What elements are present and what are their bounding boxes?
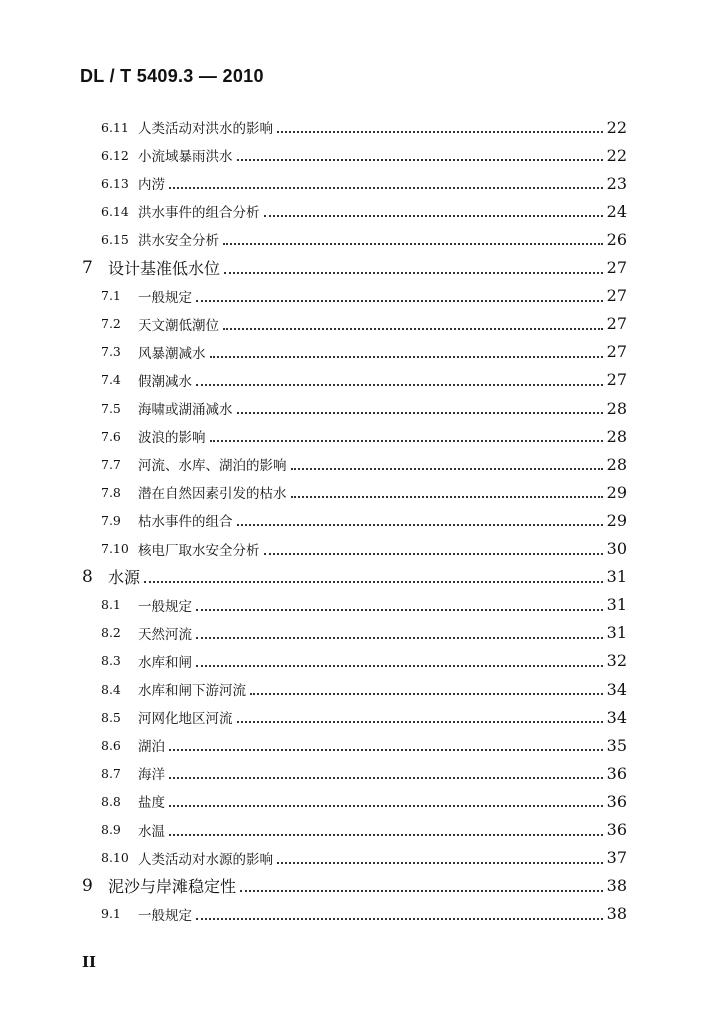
toc-entry-title: 泥沙与岸滩稳定性 (108, 877, 237, 897)
toc-section-row (0, 395, 701, 421)
toc-entry-number: 8.8 (101, 793, 121, 809)
toc-entry-number: 8.1 (101, 597, 121, 613)
toc-entry-page: 31 (606, 567, 627, 587)
toc-entry-title: 一般规定 (138, 907, 192, 924)
toc-entry-title: 水温 (138, 823, 165, 840)
toc-entry-page: 30 (606, 539, 627, 558)
toc-section-row (0, 788, 701, 814)
toc-entry-page: 27 (606, 258, 627, 277)
toc-entry-title: 人类活动对水源的影响 (138, 851, 273, 868)
toc-entry-number: 9.1 (101, 906, 121, 922)
toc-entry-title: 河流、水库、湖泊的影响 (138, 458, 287, 475)
toc-entry-number: 8 (82, 566, 93, 587)
toc-section-row (0, 845, 701, 871)
toc-entry-number: 8.7 (101, 765, 121, 781)
toc-entry-page: 24 (606, 201, 627, 221)
toc-entry-title: 洪水事件的组合分析 (138, 205, 260, 222)
toc-entry-page: 36 (606, 791, 627, 811)
toc-dot-leader (196, 663, 603, 667)
toc-entry-title: 核电厂取水安全分析 (138, 542, 260, 559)
toc-section-row (0, 142, 701, 168)
toc-dot-leader (169, 747, 603, 751)
toc-entry-number: 8.5 (101, 709, 121, 725)
toc-dot-leader (169, 803, 603, 807)
page-number-footer: II (82, 953, 97, 971)
toc-entry-title: 海啸或湖涌减水 (138, 402, 233, 418)
toc-section-row (0, 507, 701, 533)
toc-dot-leader (250, 691, 603, 695)
toc-dot-leader (196, 635, 603, 639)
toc-section-row (0, 479, 701, 505)
toc-entry-page: 32 (606, 651, 627, 671)
toc-section-row (0, 226, 701, 252)
toc-entry-number: 8.10 (101, 850, 129, 866)
toc-dot-leader (264, 213, 603, 217)
toc-dot-leader (291, 494, 603, 498)
toc-section-row (0, 732, 701, 758)
toc-dot-leader (196, 298, 603, 302)
toc-section-row (0, 620, 701, 646)
toc-entry-page: 37 (606, 848, 627, 868)
toc-entry-page: 27 (606, 342, 627, 362)
toc-entry-page: 38 (606, 904, 627, 924)
toc-entry-number: 7.1 (101, 288, 121, 304)
toc-entry-title: 河网化地区河流 (138, 711, 233, 728)
toc-dot-leader (210, 354, 603, 358)
toc-section-row (0, 367, 701, 393)
toc-entry-title: 水库和闸 (138, 654, 192, 671)
toc-entry-title: 内涝 (138, 177, 165, 194)
toc-section-row (0, 760, 701, 786)
toc-entry-number: 8.6 (101, 737, 121, 753)
toc-section-row (0, 283, 701, 309)
toc-entry-number: 8.4 (101, 681, 121, 697)
toc-entry-page: 36 (606, 763, 627, 783)
toc-entry-number: 7.8 (101, 484, 121, 500)
toc-entry-title: 盐度 (138, 795, 165, 812)
toc-entry-title: 洪水安全分析 (138, 233, 219, 250)
toc-section-row (0, 170, 701, 196)
toc-entry-page: 22 (606, 145, 627, 165)
toc-entry-page: 29 (606, 482, 627, 502)
toc-entry-page: 38 (606, 876, 627, 896)
toc-entry-page: 28 (606, 426, 627, 446)
toc-entry-number: 8.2 (101, 625, 121, 641)
toc-entry-title: 小流域暴雨洪水 (138, 149, 233, 166)
toc-entry-title: 水库和闸下游河流 (138, 683, 246, 699)
toc-section-row (0, 114, 701, 140)
toc-chapter-row (0, 873, 701, 899)
toc-dot-leader (196, 916, 603, 920)
toc-entry-title: 潜在自然因素引发的枯水 (138, 486, 287, 503)
toc-section-row (0, 817, 701, 843)
toc-section-row (0, 592, 701, 618)
toc-entry-number: 7.9 (101, 512, 121, 528)
toc-dot-leader (210, 438, 603, 442)
toc-entry-title: 波浪的影响 (138, 430, 206, 447)
toc-dot-leader (277, 129, 603, 133)
toc-dot-leader (169, 832, 603, 836)
toc-entry-number: 8.3 (101, 653, 121, 669)
toc-entry-title: 人类活动对洪水的影响 (138, 121, 273, 137)
toc-entry-title: 天然河流 (138, 626, 192, 643)
toc-section-row (0, 648, 701, 674)
toc-entry-number: 7.5 (101, 400, 121, 416)
toc-entry-title: 水源 (108, 568, 141, 588)
toc-entry-number: 6.13 (101, 175, 129, 191)
toc-dot-leader (224, 270, 603, 274)
toc-entry-title: 枯水事件的组合 (138, 514, 233, 531)
toc-entry-page: 31 (606, 595, 627, 615)
toc-entry-number: 7.4 (101, 372, 121, 388)
toc-entry-page: 28 (606, 398, 627, 418)
toc-section-row (0, 676, 701, 702)
toc-dot-leader (196, 382, 603, 386)
toc-entry-number: 7.2 (101, 316, 121, 332)
toc-entry-title: 设计基准低水位 (108, 259, 221, 278)
toc-entry-number: 8.9 (101, 822, 121, 837)
toc-entry-title: 一般规定 (138, 598, 192, 615)
toc-section-row (0, 339, 701, 365)
toc-dot-leader (237, 719, 603, 723)
toc-dot-leader (144, 579, 603, 583)
toc-dot-leader (237, 157, 603, 161)
toc-dot-leader (277, 860, 603, 864)
toc-section-row (0, 536, 701, 562)
toc-entry-number: 6.12 (101, 147, 129, 163)
toc-entry-number: 7 (82, 257, 93, 278)
toc-dot-leader (237, 410, 603, 414)
toc-entry-number: 7.6 (101, 428, 121, 444)
toc-section-row (0, 311, 701, 337)
toc-entry-page: 29 (606, 510, 627, 530)
toc-entry-title: 假潮减水 (138, 373, 192, 390)
toc-section-row (0, 198, 701, 224)
toc-entry-page: 36 (606, 820, 627, 839)
toc-dot-leader (169, 775, 603, 779)
toc-section-row (0, 423, 701, 449)
toc-section-row (0, 451, 701, 477)
toc-section-row (0, 901, 701, 927)
toc-section-row (0, 704, 701, 730)
toc-chapter-row (0, 255, 701, 281)
toc-entry-page: 22 (606, 117, 627, 137)
toc-entry-number: 6.11 (101, 119, 129, 135)
toc-entry-number: 7.3 (101, 344, 121, 360)
toc-dot-leader (169, 185, 603, 189)
toc-entry-title: 风暴潮减水 (138, 345, 206, 362)
toc-entry-number: 6.15 (101, 231, 129, 247)
toc-entry-title: 一般规定 (138, 289, 192, 306)
toc-entry-number: 7.10 (101, 541, 129, 556)
toc-entry-page: 34 (606, 707, 627, 727)
toc-dot-leader (223, 241, 603, 245)
toc-dot-leader (223, 326, 603, 330)
toc-entry-number: 6.14 (101, 203, 129, 219)
toc-entry-page: 23 (606, 173, 627, 193)
toc-entry-page: 27 (606, 370, 627, 390)
toc-entry-number: 7.7 (101, 456, 121, 472)
toc-dot-leader (196, 607, 603, 611)
toc-entry-title: 湖泊 (138, 739, 165, 756)
toc-chapter-row (0, 564, 701, 590)
toc-entry-page: 35 (606, 735, 627, 755)
toc-entry-title: 海洋 (138, 767, 165, 784)
toc-entry-page: 27 (606, 286, 627, 306)
toc-entry-page: 26 (606, 229, 627, 249)
toc-entry-page: 34 (606, 679, 627, 699)
toc-entry-number: 9 (82, 875, 93, 896)
toc-dot-leader (291, 466, 603, 470)
toc-entry-title: 天文潮低潮位 (138, 317, 219, 334)
toc-entry-page: 28 (606, 454, 627, 474)
document-code-header: DL / T 5409.3 — 2010 (80, 66, 264, 86)
toc-dot-leader (240, 888, 603, 892)
toc-dot-leader (237, 522, 603, 526)
toc-dot-leader (264, 551, 603, 555)
toc-entry-page: 27 (606, 314, 627, 334)
toc-entry-page: 31 (606, 623, 627, 643)
